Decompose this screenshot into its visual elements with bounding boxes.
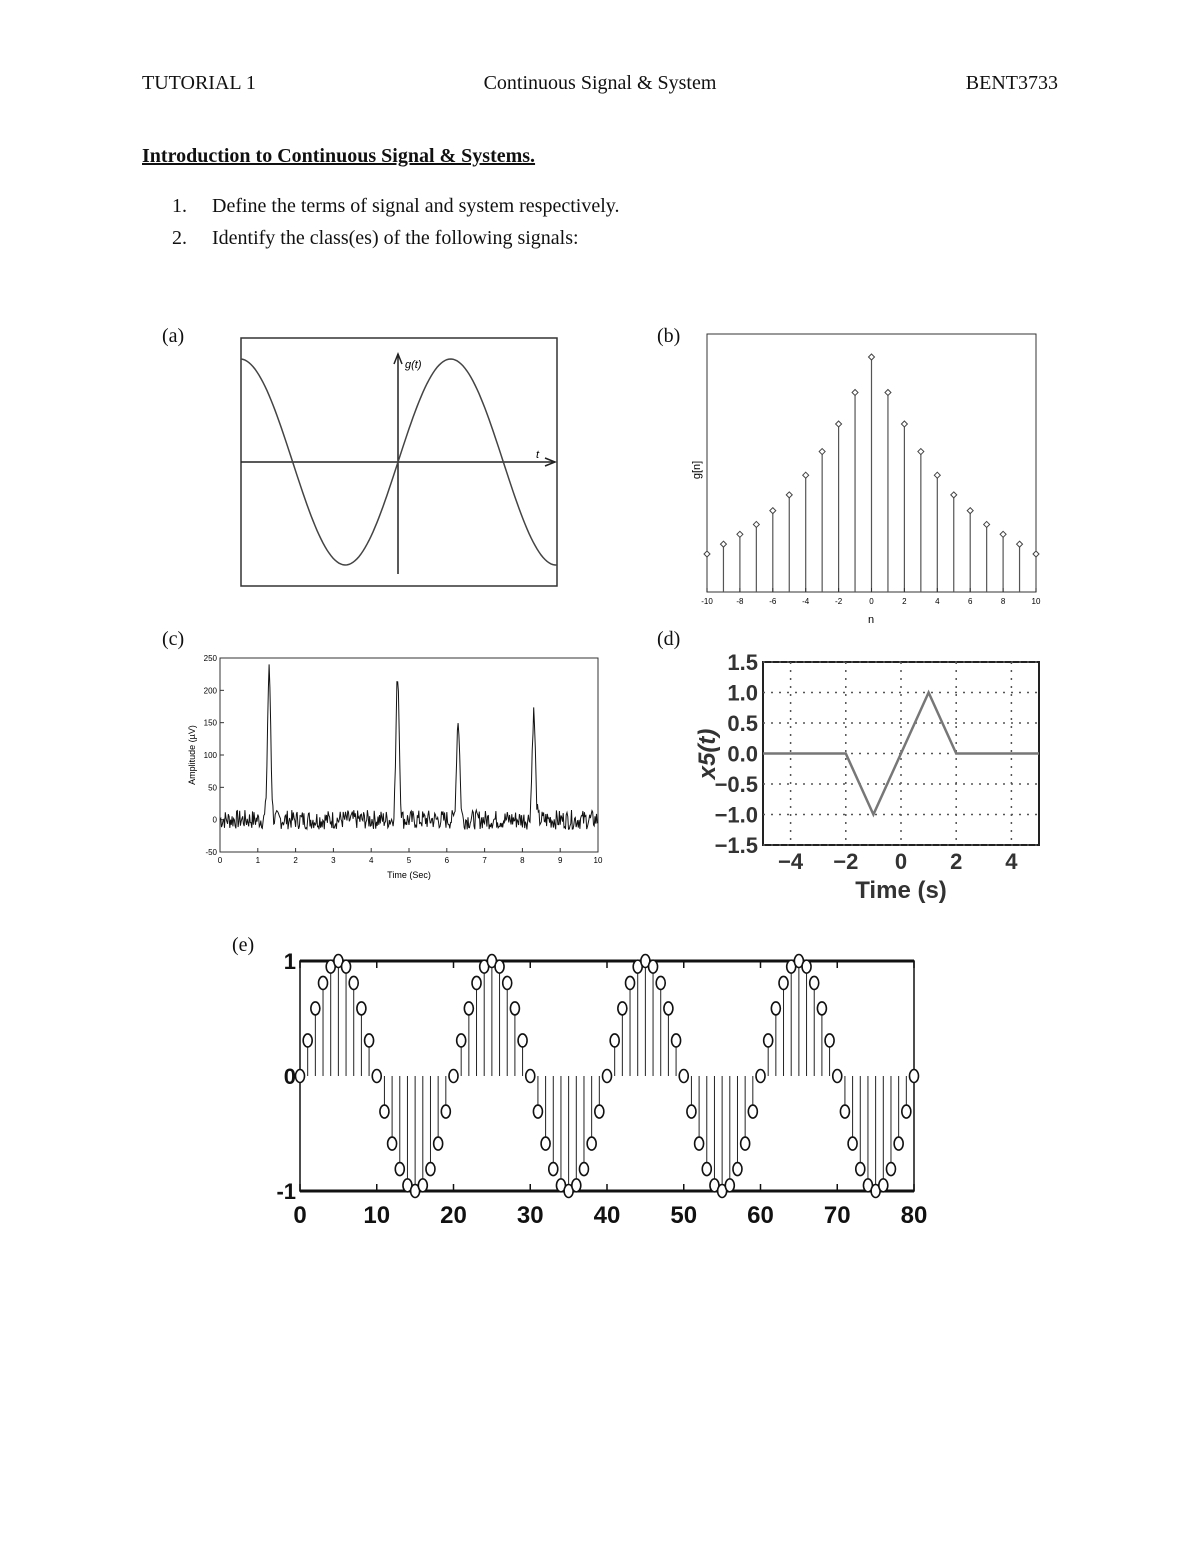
y-tick-label: 150 bbox=[203, 718, 217, 728]
y-tick-label: 100 bbox=[203, 751, 217, 760]
stem-marker bbox=[579, 1163, 588, 1176]
stem-marker bbox=[672, 1034, 681, 1047]
stem-marker bbox=[495, 960, 504, 973]
stem-marker bbox=[372, 1070, 381, 1083]
stem-marker bbox=[753, 521, 759, 527]
stem-marker bbox=[610, 1034, 619, 1047]
stem-marker bbox=[984, 521, 990, 527]
stem-marker bbox=[894, 1137, 903, 1150]
stem-marker bbox=[572, 1179, 581, 1192]
stem-marker bbox=[902, 1105, 911, 1118]
x-tick-label: 10 bbox=[1031, 597, 1041, 606]
stem-marker bbox=[541, 1137, 550, 1150]
stem-marker bbox=[618, 1002, 627, 1015]
stem-marker bbox=[802, 960, 811, 973]
x-tick-label: -6 bbox=[769, 597, 777, 606]
chart-d bbox=[690, 650, 1050, 905]
y-tick-label: 200 bbox=[203, 686, 217, 696]
stem-marker bbox=[779, 976, 788, 989]
question-text: Define the terms of signal and system respectively. bbox=[212, 195, 620, 217]
y-tick-label: 1 bbox=[283, 949, 296, 974]
stem-marker bbox=[503, 976, 512, 989]
x-tick-label: 6 bbox=[444, 856, 450, 865]
stem-marker bbox=[595, 1105, 604, 1118]
x-tick-label: 6 bbox=[967, 597, 973, 606]
stem-marker bbox=[1017, 541, 1023, 547]
stem-marker bbox=[434, 1137, 443, 1150]
x-tick-label: 10 bbox=[363, 1202, 391, 1229]
stem-marker bbox=[879, 1179, 888, 1192]
x-tick-label: -2 bbox=[835, 597, 843, 606]
header-center: Continuous Signal & System bbox=[483, 72, 717, 94]
x-tick-label: 60 bbox=[747, 1202, 774, 1229]
x-tick-label: 9 bbox=[557, 856, 563, 865]
x-tick-label: -8 bbox=[736, 597, 744, 606]
stem-marker bbox=[664, 1002, 673, 1015]
stem-marker bbox=[817, 1002, 826, 1015]
figure-label-a: (a) bbox=[162, 325, 185, 347]
stem-marker bbox=[472, 976, 481, 989]
stem-marker bbox=[687, 1105, 696, 1118]
signal-line bbox=[220, 664, 598, 829]
y-axis-label: g(t) bbox=[405, 359, 422, 371]
stem-marker bbox=[626, 976, 635, 989]
y-axis-label: g[n] bbox=[691, 460, 703, 480]
stem-marker bbox=[533, 1105, 542, 1118]
stem-marker bbox=[967, 508, 973, 514]
stem-marker bbox=[803, 472, 809, 478]
stem-marker bbox=[1000, 531, 1006, 537]
x-tick-label: 4 bbox=[1005, 849, 1018, 874]
stem-marker bbox=[918, 449, 924, 455]
stem-marker bbox=[357, 1002, 366, 1015]
x-tick-label: 2 bbox=[950, 849, 963, 874]
x-tick-label: 2 bbox=[902, 597, 907, 606]
stem-marker bbox=[380, 1105, 389, 1118]
x-tick-label: 30 bbox=[516, 1202, 544, 1229]
y-tick-label: 0 bbox=[283, 1064, 296, 1089]
x-tick-label: -10 bbox=[701, 597, 713, 606]
stem-marker bbox=[449, 1070, 458, 1083]
y-tick-label: 250 bbox=[203, 654, 217, 663]
x-axis-label: Time (Sec) bbox=[387, 870, 431, 880]
stem-marker bbox=[886, 1163, 895, 1176]
question-number: 1. bbox=[172, 195, 187, 217]
chart-e bbox=[270, 945, 940, 1245]
y-tick-label: 0 bbox=[212, 815, 217, 825]
stem-marker bbox=[741, 1137, 750, 1150]
figure-label-e: (e) bbox=[232, 934, 255, 956]
stem-marker bbox=[464, 1002, 473, 1015]
x-tick-label: −4 bbox=[778, 849, 804, 874]
stem-marker bbox=[426, 1163, 435, 1176]
stem-marker bbox=[869, 354, 875, 360]
stem-marker bbox=[856, 1163, 865, 1176]
question-2 bbox=[172, 227, 579, 250]
stem-marker bbox=[840, 1105, 849, 1118]
stem-marker bbox=[303, 1034, 312, 1047]
y-tick-label: −1.5 bbox=[714, 833, 758, 858]
stem-marker bbox=[702, 1163, 711, 1176]
stem-marker bbox=[365, 1034, 374, 1047]
stem-marker bbox=[910, 1070, 919, 1083]
stem-marker bbox=[810, 976, 819, 989]
stem-marker bbox=[695, 1137, 704, 1150]
figure-label-b: (b) bbox=[657, 325, 681, 347]
x-tick-label: 7 bbox=[482, 856, 487, 865]
stem-marker bbox=[934, 472, 940, 478]
figure-label-c: (c) bbox=[162, 628, 185, 650]
x-tick-label: 80 bbox=[900, 1202, 928, 1229]
y-tick-label: 0.5 bbox=[727, 711, 758, 736]
stem-marker bbox=[770, 508, 776, 514]
header-left: TUTORIAL 1 bbox=[142, 72, 256, 94]
stem-marker bbox=[901, 421, 907, 427]
chart-b bbox=[680, 330, 1050, 630]
stem-marker bbox=[748, 1105, 757, 1118]
stem-marker bbox=[296, 1070, 305, 1083]
stem-marker bbox=[885, 389, 891, 395]
x-axis-label: t bbox=[536, 449, 540, 461]
stem-marker bbox=[720, 541, 726, 547]
stem-marker bbox=[395, 1163, 404, 1176]
stem-marker bbox=[349, 976, 358, 989]
y-tick-label: -1 bbox=[276, 1179, 296, 1204]
stem-marker bbox=[457, 1034, 466, 1047]
x-tick-label: 0 bbox=[869, 597, 874, 606]
stem-marker bbox=[833, 1070, 842, 1083]
stem-marker bbox=[786, 492, 792, 498]
x-tick-label: 5 bbox=[406, 856, 412, 865]
stem-marker bbox=[764, 1034, 773, 1047]
stem-marker bbox=[587, 1137, 596, 1150]
stem-marker bbox=[441, 1105, 450, 1118]
x-tick-label: 20 bbox=[440, 1202, 467, 1229]
stem-marker bbox=[1033, 551, 1039, 557]
stem-marker bbox=[526, 1070, 535, 1083]
header-right: BENT3733 bbox=[965, 72, 1058, 94]
question-text: Identify the class(es) of the following signals: bbox=[212, 227, 579, 249]
x-tick-label: 4 bbox=[935, 597, 940, 606]
y-tick-label: 0.0 bbox=[727, 741, 758, 767]
y-tick-label: 50 bbox=[208, 783, 217, 793]
question-1 bbox=[172, 195, 619, 218]
stem-marker bbox=[319, 976, 328, 989]
x-tick-label: 0 bbox=[217, 856, 223, 865]
y-axis-label: Amplitude (µV) bbox=[187, 725, 197, 785]
x-tick-label: 8 bbox=[1000, 597, 1006, 606]
x-axis-label: n bbox=[867, 614, 875, 626]
x-tick-label: -4 bbox=[802, 597, 810, 606]
figure-label-d: (d) bbox=[657, 628, 681, 650]
stem-marker bbox=[510, 1002, 519, 1015]
stem-marker bbox=[388, 1137, 397, 1150]
stem-marker bbox=[342, 960, 351, 973]
chart-a bbox=[230, 330, 570, 592]
x-tick-label: 4 bbox=[368, 856, 374, 865]
stem-marker bbox=[679, 1070, 688, 1083]
chart-c bbox=[180, 650, 610, 890]
stem-marker bbox=[603, 1070, 612, 1083]
y-axis-label: x5(t) bbox=[694, 728, 721, 780]
x-axis-label: Time (s) bbox=[855, 877, 947, 904]
x-tick-label: 70 bbox=[823, 1202, 851, 1229]
x-tick-label: 2 bbox=[293, 856, 298, 865]
stem-marker bbox=[737, 531, 743, 537]
stem-marker bbox=[549, 1163, 558, 1176]
stem-marker bbox=[819, 449, 825, 455]
stem-marker bbox=[771, 1002, 780, 1015]
y-tick-label: −1.0 bbox=[714, 802, 758, 828]
stem-marker bbox=[656, 976, 665, 989]
stem-marker bbox=[733, 1163, 742, 1176]
x-tick-label: 3 bbox=[331, 856, 336, 865]
y-tick-label: -50 bbox=[205, 848, 217, 857]
y-tick-label: −0.5 bbox=[714, 772, 758, 797]
question-number: 2. bbox=[172, 227, 187, 249]
stem-marker bbox=[704, 551, 710, 557]
x-tick-label: 40 bbox=[593, 1202, 621, 1229]
stem-marker bbox=[649, 960, 658, 973]
y-tick-label: 1.0 bbox=[727, 680, 758, 706]
x-tick-label: 10 bbox=[593, 856, 603, 865]
stem-marker bbox=[756, 1070, 765, 1083]
stem-marker bbox=[725, 1179, 734, 1192]
stem-marker bbox=[311, 1002, 320, 1015]
stem-marker bbox=[848, 1137, 857, 1150]
stem-marker bbox=[825, 1034, 834, 1047]
stem-marker bbox=[418, 1179, 427, 1192]
section-title: Introduction to Continuous Signal & Systems. bbox=[142, 145, 536, 167]
x-tick-label: 0 bbox=[894, 849, 908, 874]
y-tick-label: 1.5 bbox=[727, 650, 758, 675]
stem-marker bbox=[951, 492, 957, 498]
stem-marker bbox=[518, 1034, 527, 1047]
stem-marker bbox=[836, 421, 842, 427]
x-tick-label: 1 bbox=[255, 856, 261, 865]
x-tick-label: 50 bbox=[670, 1202, 698, 1229]
x-tick-label: 0 bbox=[293, 1202, 307, 1229]
x-tick-label: 8 bbox=[520, 856, 525, 865]
x-tick-label: −2 bbox=[833, 849, 859, 874]
stem-marker bbox=[852, 389, 858, 395]
